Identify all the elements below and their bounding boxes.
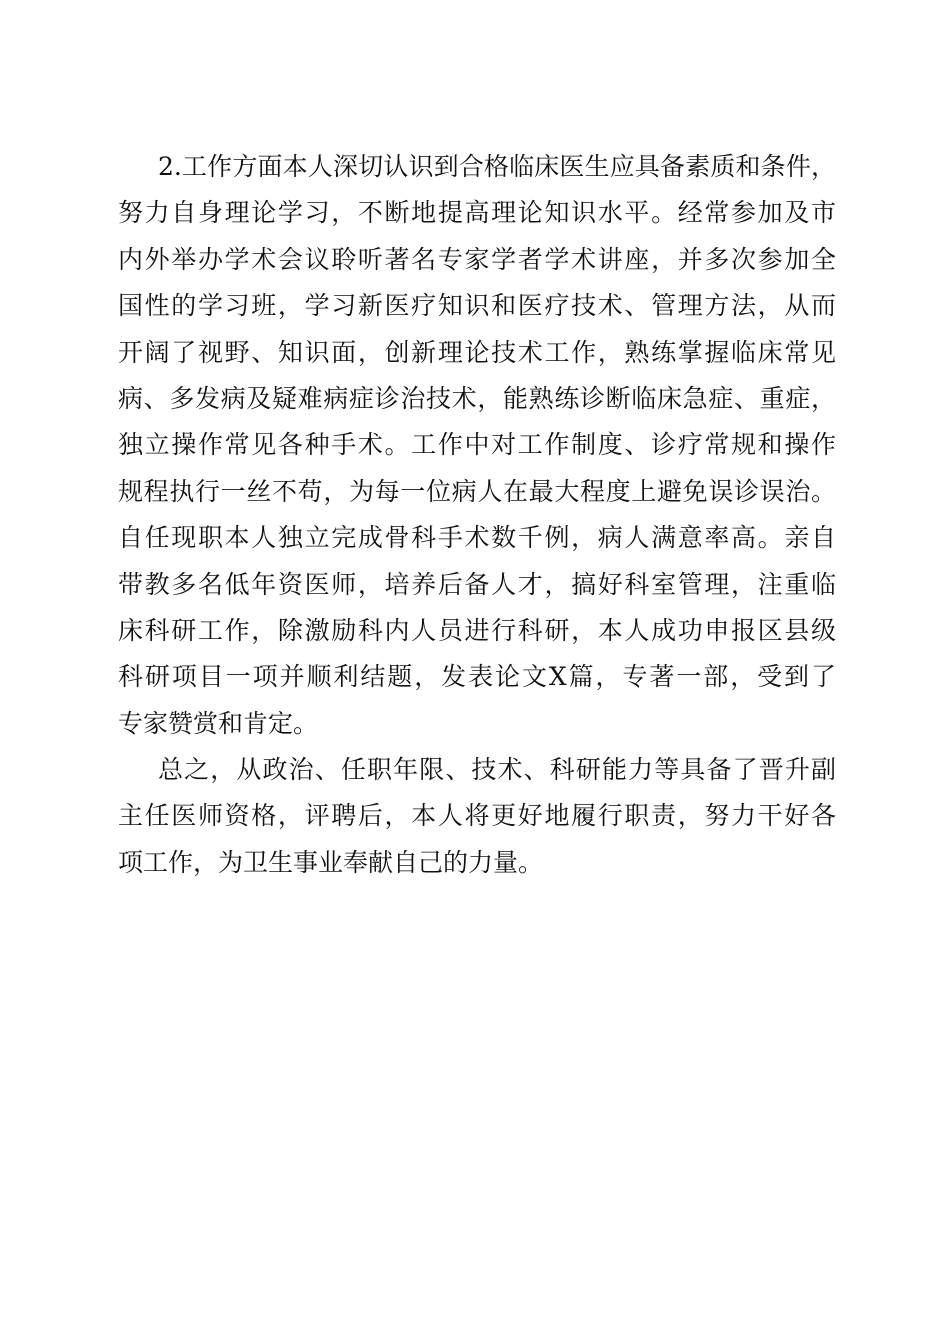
text-line: 总之，从政治、任职年限、技术、科研能力等具备了晋升副 (158, 755, 836, 785)
text-line: 规程执行一丝不苟，为每一位病人在最大程度上避免误诊误治。 (118, 476, 836, 506)
text-line: 努力自身理论学习，不断地提高理论知识水平。经常参加及市 (118, 198, 836, 228)
text-line: 科研项目一项并顺利结题，发表论文X篇，专著一部，受到了 (118, 662, 836, 692)
text-line: 项工作，为卫生事业奉献自己的力量。 (118, 847, 544, 877)
text-line: 病、多发病及疑难病症诊治技术，能熟练诊断临床急症、重症， (118, 383, 836, 413)
paragraph-summary (118, 747, 836, 886)
text-line: 独立操作常见各种手术。工作中对工作制度、诊疗常规和操作 (118, 430, 836, 460)
text-line: 开阔了视野、知识面，创新理论技术工作，熟练掌握临床常见 (118, 337, 836, 367)
text-line: 床科研工作，除激励科内人员进行科研，本人成功申报区县级 (118, 615, 836, 645)
text-line: 自任现职本人独立完成骨科手术数千例，病人满意率高。亲自 (118, 523, 836, 553)
text-line: 带教多名低年资医师，培养后备人才，搞好科室管理，注重临 (118, 569, 836, 599)
text-line: 专家赞赏和肯定。 (118, 708, 319, 738)
text-line: 主任医师资格，评聘后，本人将更好地履行职责，努力干好各 (118, 801, 836, 831)
text-line: 内外举办学术会议聆听著名专家学者学术讲座，并多次参加全 (118, 244, 836, 274)
paragraph-work (118, 144, 836, 747)
text-line: 2.工作方面本人深切认识到合格临床医生应具备素质和条件， (158, 152, 836, 181)
document-body (118, 144, 836, 886)
text-line: 国性的学习班，学习新医疗知识和医疗技术、管理方法，从而 (118, 291, 836, 321)
